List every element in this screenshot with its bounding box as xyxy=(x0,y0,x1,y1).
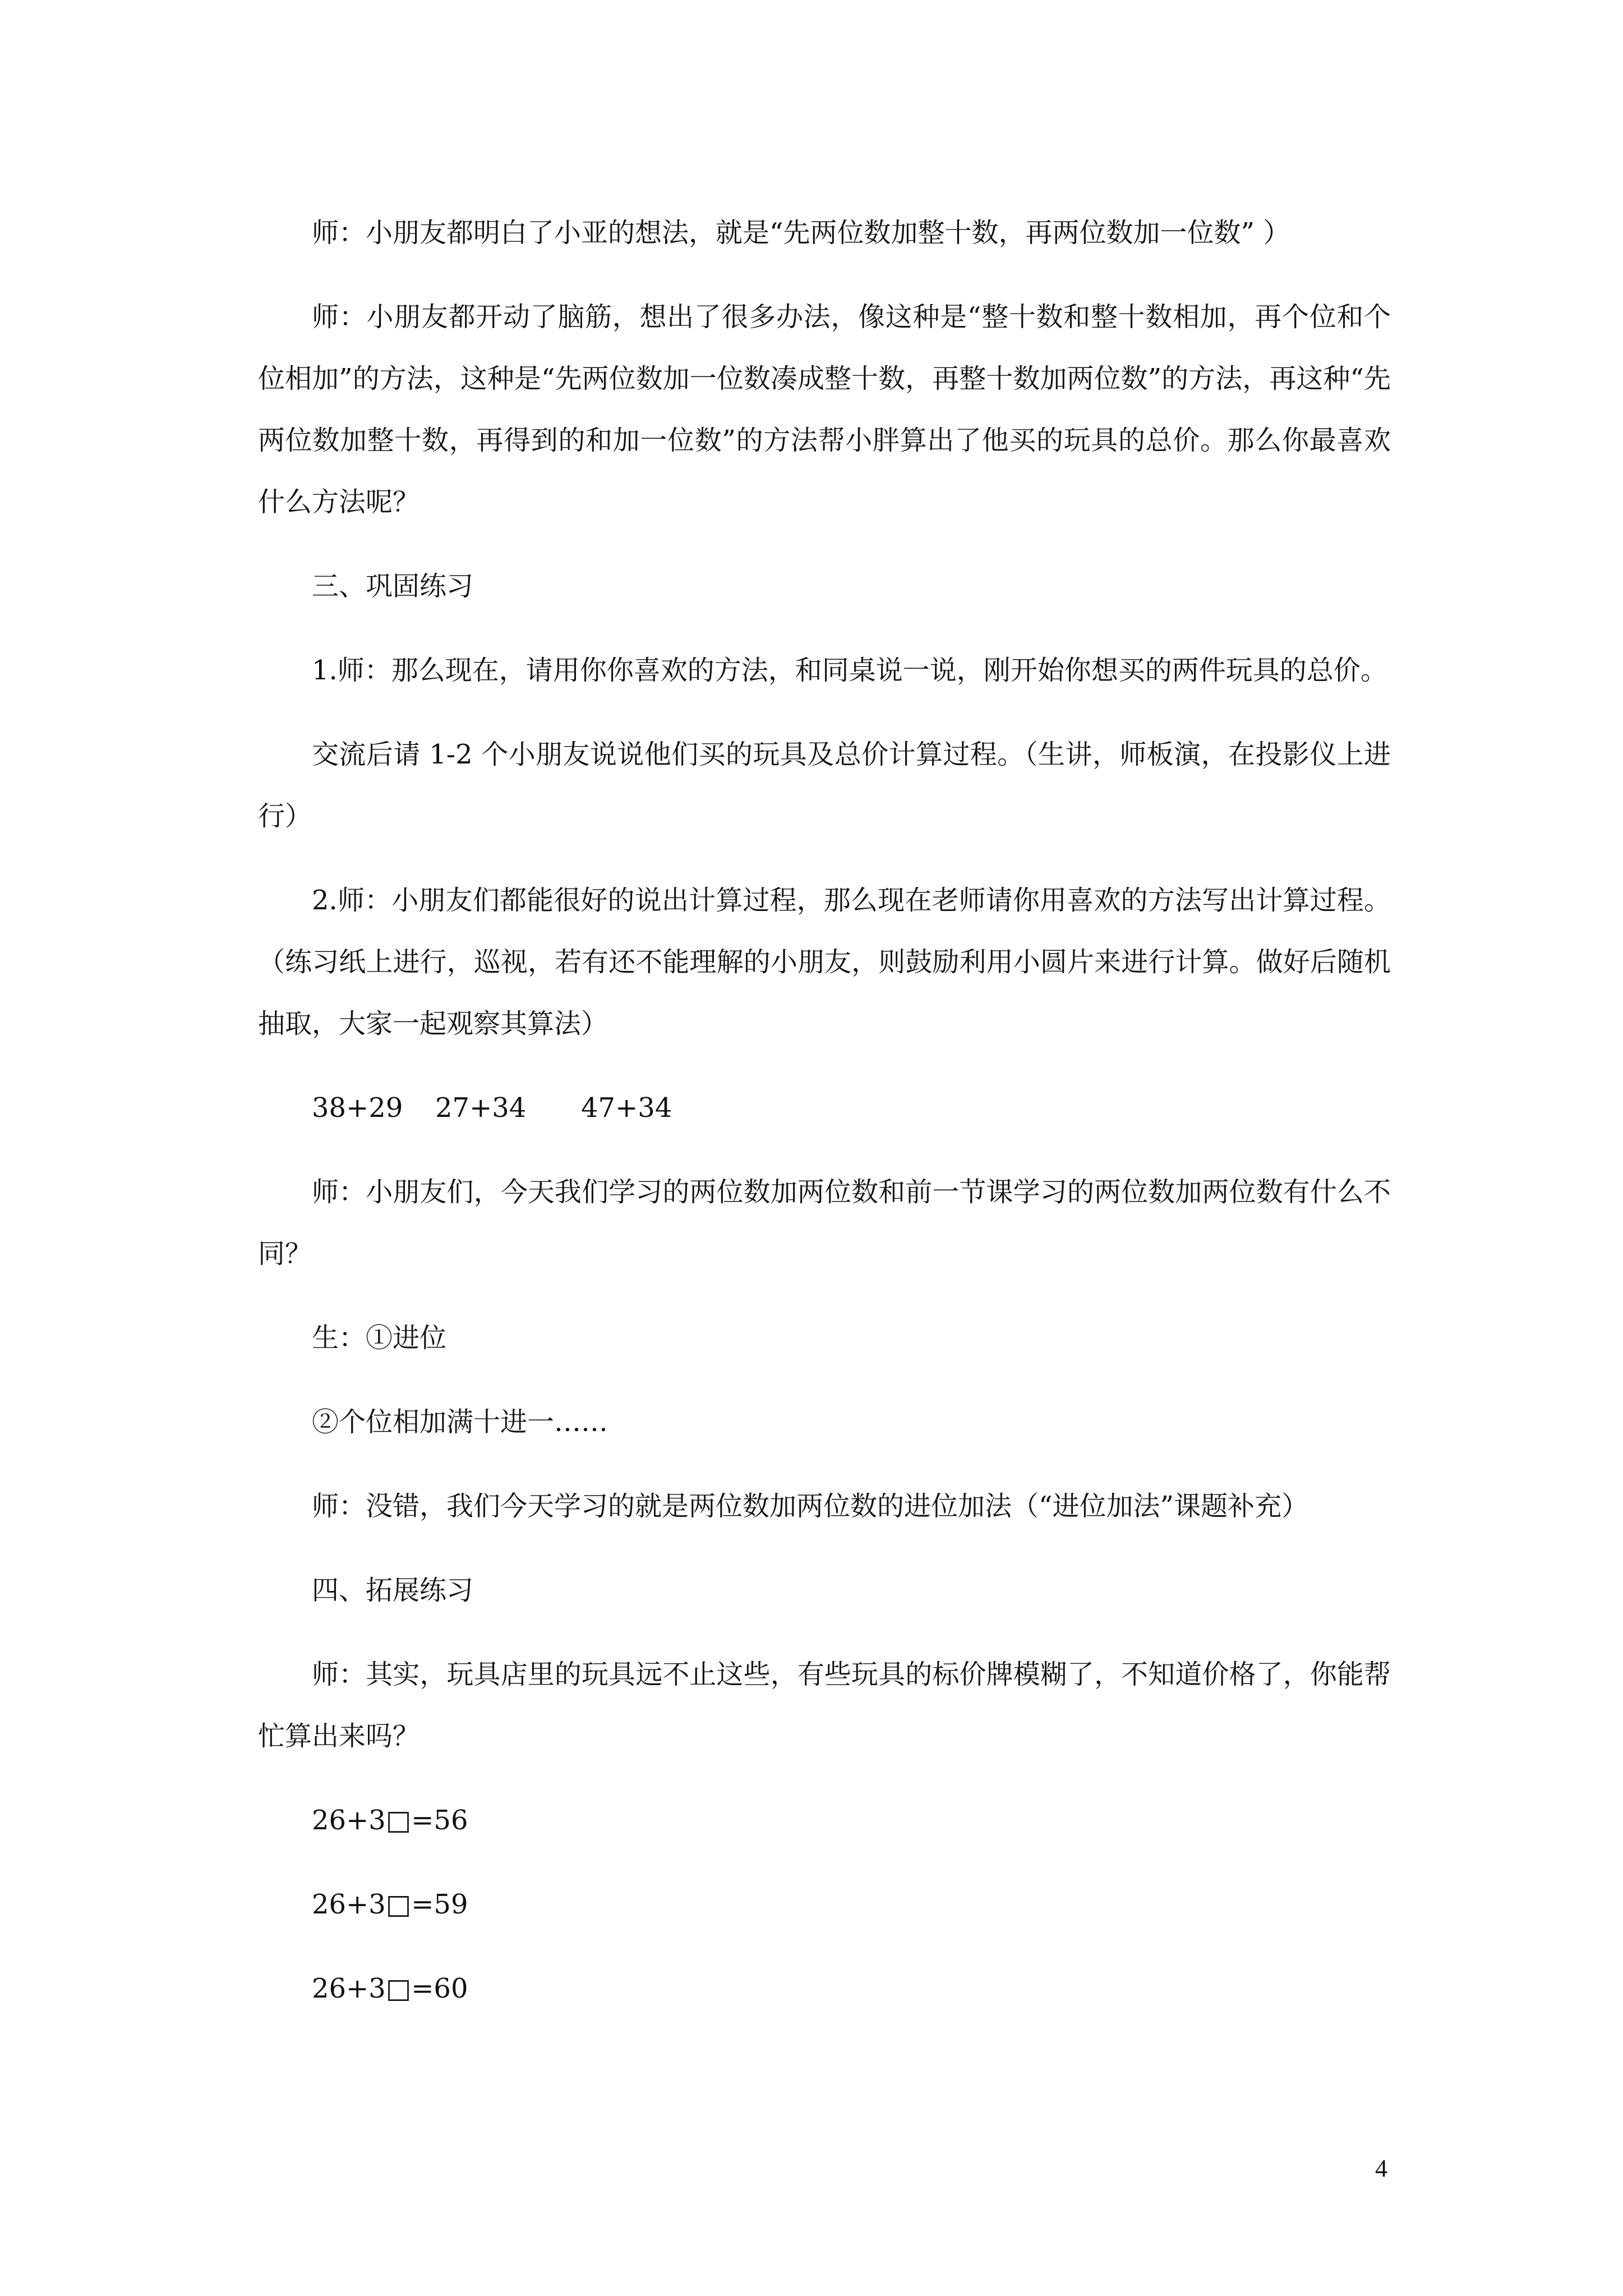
section-heading-consolidation: 三、巩固练习 xyxy=(312,570,474,602)
equation-item: 26+3□=60 xyxy=(312,1973,468,2004)
paragraph-teacher-summary: 师：小朋友都明白了小亚的想法，就是“先两位数加整十数，再两位数加一位数” ） xyxy=(312,217,1290,249)
document-body xyxy=(258,202,1391,2042)
paragraph-teacher-question: 师：小朋友们，今天我们学习的两位数加两位数和前一节课学习的两位数加两位数有什么不同？ xyxy=(258,1176,1391,1269)
expression-item: 47+34 xyxy=(581,1092,672,1124)
paragraph-student-answer-2: ②个位相加满十进一…… xyxy=(312,1406,608,1438)
expression-item: 38+29 xyxy=(312,1092,403,1124)
page-number: 4 xyxy=(1375,2155,1387,2182)
paragraph-exchange: 交流后请 1-2 个小朋友说说他们买的玩具及总价计算过程。（生讲，师板演，在投影仪上进行） xyxy=(258,739,1391,832)
paragraph-exercise-2: 2.师：小朋友们都能很好的说出计算过程，那么现在老师请你用喜欢的方法写出计算过程。（练习纸上进行，巡视，若有还不能理解的小朋友，则鼓励利用小圆片来进行计算。做好后随机抽取，大家一起观察其算法） xyxy=(258,885,1391,1039)
paragraph-teacher-methods: 师：小朋友都开动了脑筋，想出了很多办法，像这种是“整十数和整十数相加，再个位和个位相加”的方法，这种是“先两位数加一位数凑成整十数，再整十数加两位数”的方法，再这种“先两位数加整十数，再得到的和加一位数”的方法帮小胖算出了他买的玩具的总价。那么你最喜欢什么方法呢？ xyxy=(258,301,1391,518)
paragraph-student-answer-1: 生：①进位 xyxy=(312,1322,447,1354)
paragraph-exercise-1: 1.师：那么现在，请用你你喜欢的方法，和同桌说一说，刚开始你想买的两件玩具的总价。 xyxy=(312,655,1387,686)
equation-item: 26+3□=59 xyxy=(312,1889,468,1920)
expression-item: 27+34 xyxy=(435,1092,527,1124)
paragraph-teacher-conclusion: 师：没错，我们今天学习的就是两位数加两位数的进位加法（“进位加法”课题补充） xyxy=(312,1490,1309,1522)
equation-item: 26+3□=56 xyxy=(312,1805,468,1836)
paragraph-extension-prompt: 师：其实，玩具店里的玩具远不止这些，有些玩具的标价牌模糊了，不知道价格了，你能帮忙算出来吗？ xyxy=(258,1659,1391,1752)
expression-list xyxy=(258,1077,1391,1139)
section-heading-extension: 四、拓展练习 xyxy=(312,1575,474,1606)
